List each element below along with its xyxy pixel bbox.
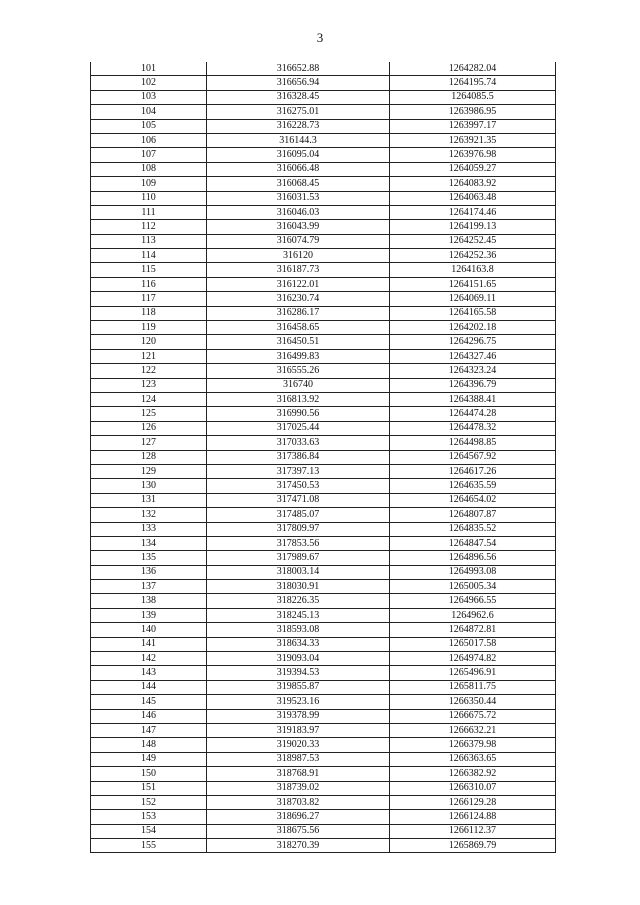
y-coordinate-cell: 1265496.91 — [390, 666, 556, 680]
table-row — [91, 407, 556, 421]
y-coordinate-cell: 1265017.58 — [390, 637, 556, 651]
table-row — [91, 321, 556, 335]
y-coordinate-cell: 1264252.45 — [390, 234, 556, 248]
table-row — [91, 695, 556, 709]
y-coordinate-cell: 1264966.55 — [390, 594, 556, 608]
table-row — [91, 637, 556, 651]
x-coordinate-cell: 317397.13 — [207, 464, 390, 478]
point-number-cell: 123 — [91, 378, 207, 392]
x-coordinate-cell: 319020.33 — [207, 738, 390, 752]
x-coordinate-cell: 317853.56 — [207, 536, 390, 550]
x-coordinate-cell: 318696.27 — [207, 810, 390, 824]
y-coordinate-cell: 1264069.11 — [390, 292, 556, 306]
table-row — [91, 594, 556, 608]
point-number-cell: 121 — [91, 349, 207, 363]
table-row — [91, 479, 556, 493]
x-coordinate-cell: 316122.01 — [207, 277, 390, 291]
y-coordinate-cell: 1264962.6 — [390, 608, 556, 622]
x-coordinate-cell: 316555.26 — [207, 364, 390, 378]
y-coordinate-cell: 1264807.87 — [390, 508, 556, 522]
table-row — [91, 306, 556, 320]
y-coordinate-cell: 1266124.88 — [390, 810, 556, 824]
table-row — [91, 90, 556, 104]
y-coordinate-cell: 1264396.79 — [390, 378, 556, 392]
table-row — [91, 234, 556, 248]
y-coordinate-cell: 1265811.75 — [390, 680, 556, 694]
table-row — [91, 464, 556, 478]
x-coordinate-cell: 319183.97 — [207, 723, 390, 737]
y-coordinate-cell: 1263921.35 — [390, 133, 556, 147]
table-row — [91, 508, 556, 522]
point-number-cell: 124 — [91, 392, 207, 406]
x-coordinate-cell: 316813.92 — [207, 392, 390, 406]
x-coordinate-cell: 316120 — [207, 249, 390, 263]
x-coordinate-cell: 317025.44 — [207, 421, 390, 435]
point-number-cell: 109 — [91, 177, 207, 191]
point-number-cell: 111 — [91, 205, 207, 219]
y-coordinate-cell: 1264296.75 — [390, 335, 556, 349]
x-coordinate-cell: 316499.83 — [207, 349, 390, 363]
table-row — [91, 119, 556, 133]
x-coordinate-cell: 316990.56 — [207, 407, 390, 421]
table-row — [91, 767, 556, 781]
x-coordinate-cell: 317471.08 — [207, 493, 390, 507]
table-row — [91, 392, 556, 406]
point-number-cell: 148 — [91, 738, 207, 752]
x-coordinate-cell: 316043.99 — [207, 220, 390, 234]
coordinates-table — [90, 62, 556, 853]
x-coordinate-cell: 318003.14 — [207, 565, 390, 579]
y-coordinate-cell: 1264498.85 — [390, 436, 556, 450]
y-coordinate-cell: 1263997.17 — [390, 119, 556, 133]
x-coordinate-cell: 318675.56 — [207, 824, 390, 838]
point-number-cell: 153 — [91, 810, 207, 824]
table-row — [91, 62, 556, 76]
table-row — [91, 105, 556, 119]
x-coordinate-cell: 316286.17 — [207, 306, 390, 320]
point-number-cell: 145 — [91, 695, 207, 709]
y-coordinate-cell: 1264323.24 — [390, 364, 556, 378]
point-number-cell: 103 — [91, 90, 207, 104]
x-coordinate-cell: 317809.97 — [207, 522, 390, 536]
point-number-cell: 154 — [91, 824, 207, 838]
coordinates-table-body — [91, 62, 556, 853]
x-coordinate-cell: 316066.48 — [207, 162, 390, 176]
table-row — [91, 364, 556, 378]
point-number-cell: 149 — [91, 752, 207, 766]
y-coordinate-cell: 1264327.46 — [390, 349, 556, 363]
y-coordinate-cell: 1266129.28 — [390, 795, 556, 809]
y-coordinate-cell: 1264174.46 — [390, 205, 556, 219]
point-number-cell: 131 — [91, 493, 207, 507]
y-coordinate-cell: 1265005.34 — [390, 580, 556, 594]
x-coordinate-cell: 318634.33 — [207, 637, 390, 651]
y-coordinate-cell: 1264085.5 — [390, 90, 556, 104]
x-coordinate-cell: 316068.45 — [207, 177, 390, 191]
table-row — [91, 781, 556, 795]
x-coordinate-cell: 318987.53 — [207, 752, 390, 766]
point-number-cell: 132 — [91, 508, 207, 522]
y-coordinate-cell: 1264063.48 — [390, 191, 556, 205]
y-coordinate-cell: 1264847.54 — [390, 536, 556, 550]
x-coordinate-cell: 316144.3 — [207, 133, 390, 147]
table-row — [91, 177, 556, 191]
point-number-cell: 142 — [91, 652, 207, 666]
y-coordinate-cell: 1263986.95 — [390, 105, 556, 119]
point-number-cell: 140 — [91, 623, 207, 637]
point-number-cell: 133 — [91, 522, 207, 536]
y-coordinate-cell: 1264202.18 — [390, 321, 556, 335]
y-coordinate-cell: 1264872.81 — [390, 623, 556, 637]
y-coordinate-cell: 1266310.07 — [390, 781, 556, 795]
table-row — [91, 536, 556, 550]
point-number-cell: 120 — [91, 335, 207, 349]
table-row — [91, 148, 556, 162]
point-number-cell: 104 — [91, 105, 207, 119]
point-number-cell: 115 — [91, 263, 207, 277]
y-coordinate-cell: 1264654.02 — [390, 493, 556, 507]
x-coordinate-cell: 318739.02 — [207, 781, 390, 795]
table-row — [91, 709, 556, 723]
point-number-cell: 117 — [91, 292, 207, 306]
point-number-cell: 118 — [91, 306, 207, 320]
x-coordinate-cell: 318245.13 — [207, 608, 390, 622]
x-coordinate-cell: 316458.65 — [207, 321, 390, 335]
y-coordinate-cell: 1264195.74 — [390, 76, 556, 90]
point-number-cell: 143 — [91, 666, 207, 680]
point-number-cell: 130 — [91, 479, 207, 493]
x-coordinate-cell: 317989.67 — [207, 551, 390, 565]
x-coordinate-cell: 318703.82 — [207, 795, 390, 809]
table-row — [91, 335, 556, 349]
table-row — [91, 162, 556, 176]
point-number-cell: 146 — [91, 709, 207, 723]
table-row — [91, 349, 556, 363]
x-coordinate-cell: 318030.91 — [207, 580, 390, 594]
point-number-cell: 107 — [91, 148, 207, 162]
y-coordinate-cell: 1266363.65 — [390, 752, 556, 766]
point-number-cell: 144 — [91, 680, 207, 694]
x-coordinate-cell: 316275.01 — [207, 105, 390, 119]
y-coordinate-cell: 1264282.04 — [390, 62, 556, 76]
table-row — [91, 723, 556, 737]
x-coordinate-cell: 316046.03 — [207, 205, 390, 219]
table-row — [91, 666, 556, 680]
y-coordinate-cell: 1263976.98 — [390, 148, 556, 162]
point-number-cell: 128 — [91, 450, 207, 464]
y-coordinate-cell: 1264478.32 — [390, 421, 556, 435]
y-coordinate-cell: 1264059.27 — [390, 162, 556, 176]
table-row — [91, 292, 556, 306]
point-number-cell: 127 — [91, 436, 207, 450]
point-number-cell: 125 — [91, 407, 207, 421]
point-number-cell: 150 — [91, 767, 207, 781]
x-coordinate-cell: 317386.84 — [207, 450, 390, 464]
table-row — [91, 551, 556, 565]
point-number-cell: 113 — [91, 234, 207, 248]
table-row — [91, 565, 556, 579]
table-row — [91, 263, 556, 277]
x-coordinate-cell: 316187.73 — [207, 263, 390, 277]
page-number: 3 — [316, 30, 324, 45]
table-row — [91, 810, 556, 824]
point-number-cell: 152 — [91, 795, 207, 809]
y-coordinate-cell: 1264252.36 — [390, 249, 556, 263]
point-number-cell: 114 — [91, 249, 207, 263]
x-coordinate-cell: 317450.53 — [207, 479, 390, 493]
x-coordinate-cell: 316740 — [207, 378, 390, 392]
x-coordinate-cell: 318270.39 — [207, 839, 390, 853]
table-row — [91, 493, 556, 507]
point-number-cell: 129 — [91, 464, 207, 478]
x-coordinate-cell: 318593.08 — [207, 623, 390, 637]
y-coordinate-cell: 1264163.8 — [390, 263, 556, 277]
table-row — [91, 580, 556, 594]
point-number-cell: 138 — [91, 594, 207, 608]
point-number-cell: 155 — [91, 839, 207, 853]
table-row — [91, 738, 556, 752]
x-coordinate-cell: 316652.88 — [207, 62, 390, 76]
y-coordinate-cell: 1264617.26 — [390, 464, 556, 478]
y-coordinate-cell: 1266632.21 — [390, 723, 556, 737]
y-coordinate-cell: 1264199.13 — [390, 220, 556, 234]
x-coordinate-cell: 319378.99 — [207, 709, 390, 723]
y-coordinate-cell: 1265869.79 — [390, 839, 556, 853]
point-number-cell: 112 — [91, 220, 207, 234]
point-number-cell: 126 — [91, 421, 207, 435]
y-coordinate-cell: 1264974.82 — [390, 652, 556, 666]
point-number-cell: 136 — [91, 565, 207, 579]
table-row — [91, 623, 556, 637]
table-row — [91, 436, 556, 450]
x-coordinate-cell: 317033.63 — [207, 436, 390, 450]
point-number-cell: 137 — [91, 580, 207, 594]
table-row — [91, 752, 556, 766]
table-row — [91, 680, 556, 694]
x-coordinate-cell: 318226.35 — [207, 594, 390, 608]
point-number-cell: 139 — [91, 608, 207, 622]
point-number-cell: 147 — [91, 723, 207, 737]
point-number-cell: 101 — [91, 62, 207, 76]
y-coordinate-cell: 1264835.52 — [390, 522, 556, 536]
x-coordinate-cell: 319855.87 — [207, 680, 390, 694]
y-coordinate-cell: 1264567.92 — [390, 450, 556, 464]
x-coordinate-cell: 319523.16 — [207, 695, 390, 709]
x-coordinate-cell: 316230.74 — [207, 292, 390, 306]
table-row — [91, 795, 556, 809]
x-coordinate-cell: 316450.51 — [207, 335, 390, 349]
table-row — [91, 133, 556, 147]
y-coordinate-cell: 1264896.56 — [390, 551, 556, 565]
table-row — [91, 652, 556, 666]
table-row — [91, 824, 556, 838]
point-number-cell: 151 — [91, 781, 207, 795]
table-row — [91, 205, 556, 219]
table-row — [91, 378, 556, 392]
x-coordinate-cell: 319394.53 — [207, 666, 390, 680]
x-coordinate-cell: 316095.04 — [207, 148, 390, 162]
x-coordinate-cell: 319093.04 — [207, 652, 390, 666]
y-coordinate-cell: 1266112.37 — [390, 824, 556, 838]
table-row — [91, 522, 556, 536]
point-number-cell: 110 — [91, 191, 207, 205]
y-coordinate-cell: 1266350.44 — [390, 695, 556, 709]
table-row — [91, 421, 556, 435]
y-coordinate-cell: 1264083.92 — [390, 177, 556, 191]
point-number-cell: 105 — [91, 119, 207, 133]
x-coordinate-cell: 316656.94 — [207, 76, 390, 90]
table-row — [91, 76, 556, 90]
y-coordinate-cell: 1264474.28 — [390, 407, 556, 421]
x-coordinate-cell: 316074.79 — [207, 234, 390, 248]
point-number-cell: 106 — [91, 133, 207, 147]
table-row — [91, 450, 556, 464]
point-number-cell: 141 — [91, 637, 207, 651]
point-number-cell: 102 — [91, 76, 207, 90]
table-row — [91, 220, 556, 234]
point-number-cell: 116 — [91, 277, 207, 291]
y-coordinate-cell: 1264993.08 — [390, 565, 556, 579]
y-coordinate-cell: 1266382.92 — [390, 767, 556, 781]
y-coordinate-cell: 1266379.98 — [390, 738, 556, 752]
table-row — [91, 249, 556, 263]
table-row — [91, 608, 556, 622]
point-number-cell: 119 — [91, 321, 207, 335]
point-number-cell: 135 — [91, 551, 207, 565]
x-coordinate-cell: 318768.91 — [207, 767, 390, 781]
y-coordinate-cell: 1264165.58 — [390, 306, 556, 320]
table-row — [91, 191, 556, 205]
x-coordinate-cell: 316031.53 — [207, 191, 390, 205]
x-coordinate-cell: 316328.45 — [207, 90, 390, 104]
table-row — [91, 277, 556, 291]
y-coordinate-cell: 1266675.72 — [390, 709, 556, 723]
y-coordinate-cell: 1264388.41 — [390, 392, 556, 406]
x-coordinate-cell: 316228.73 — [207, 119, 390, 133]
point-number-cell: 134 — [91, 536, 207, 550]
y-coordinate-cell: 1264635.59 — [390, 479, 556, 493]
x-coordinate-cell: 317485.07 — [207, 508, 390, 522]
y-coordinate-cell: 1264151.65 — [390, 277, 556, 291]
point-number-cell: 122 — [91, 364, 207, 378]
point-number-cell: 108 — [91, 162, 207, 176]
table-row — [91, 839, 556, 853]
